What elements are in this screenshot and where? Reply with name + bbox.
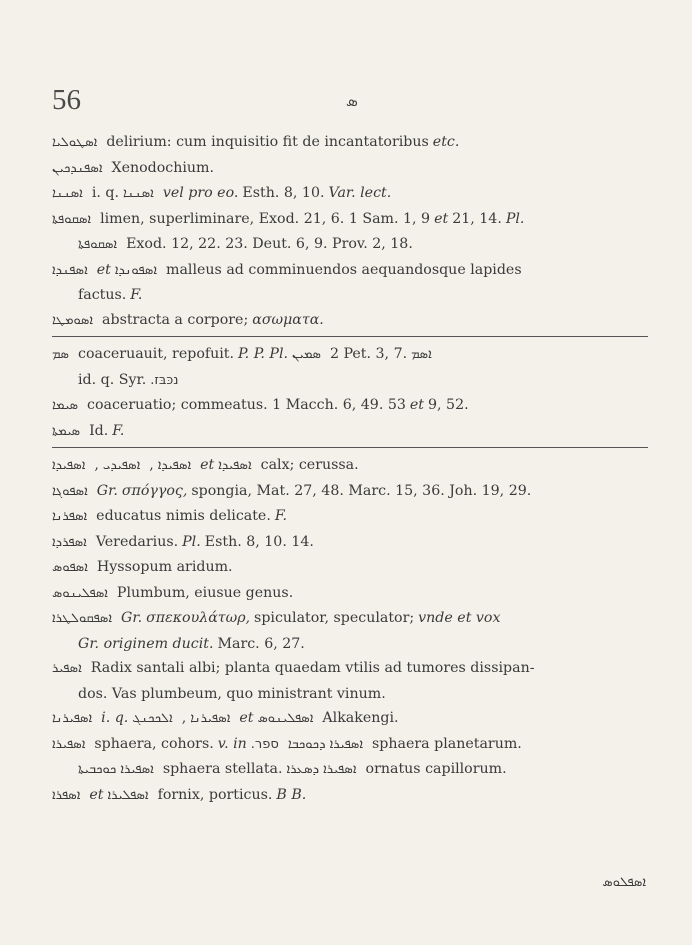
- italic-note: B B.: [276, 786, 307, 803]
- dictionary-entry: [52, 453, 648, 479]
- italic-note: et: [239, 710, 254, 726]
- dictionary-entry: [52, 783, 648, 809]
- syriac-headword: ܐܣܦܝܪܐ ܕܟܘܟܒܐ: [287, 736, 364, 752]
- italic-note: i. q.: [101, 710, 129, 726]
- syriac-headword: ܐܣܦܠܝܢܘܣ: [257, 711, 314, 726]
- latin-gloss: spongia, Mat. 27, 48. Marc. 15, 36. Joh. 19, 29.: [191, 482, 532, 499]
- dictionary-entry: [52, 581, 648, 607]
- dictionary-entry: [52, 479, 648, 505]
- catchword: ܐܣܦܠܘܣ: [602, 875, 646, 890]
- dictionary-entry: [52, 706, 648, 732]
- latin-gloss: dos. Vas plumbeum, quo ministrant vinum.: [78, 685, 386, 702]
- latin-gloss: 2 Pet. 3, 7.: [329, 346, 408, 362]
- syriac-headword: ܐܣܩܘܦܬܐ: [52, 211, 92, 227]
- dictionary-entry: [52, 207, 648, 233]
- latin-gloss: Marc. 6, 27.: [217, 635, 305, 652]
- greek-word: ασωματα.: [252, 311, 324, 328]
- syriac-headword: ܐܣܦܪܐ: [52, 787, 81, 803]
- dictionary-entry: [52, 656, 648, 682]
- latin-gloss: Esth. 8, 10.: [242, 185, 325, 201]
- latin-gloss: ,: [149, 457, 154, 473]
- latin-gloss: sphaera planetarum.: [372, 735, 522, 752]
- latin-gloss: Esth. 8, 10. 14.: [204, 533, 314, 550]
- dictionary-entry: [52, 555, 648, 581]
- latin-gloss: coaceruatio; commeatus. 1 Macch. 6, 49. 53: [87, 397, 406, 413]
- latin-gloss: ornatus capillorum.: [365, 761, 507, 777]
- latin-gloss: sphaera stellata.: [162, 761, 283, 777]
- italic-note: F.: [274, 508, 287, 524]
- section-rule: [52, 447, 648, 448]
- italic-note: F.: [130, 287, 143, 303]
- latin-gloss: 21, 14.: [452, 210, 502, 227]
- italic-note: Var. lect.: [328, 185, 392, 201]
- syriac-headword: ܐܣܦܠܝܢܘܣ: [52, 585, 108, 601]
- syriac-headword: ܐܣܦܝܪܐ ܟܘܟܒܝܬܐ: [78, 762, 154, 777]
- latin-gloss: ,: [181, 710, 187, 726]
- dictionary-entry: [52, 419, 648, 445]
- italic-note: et: [409, 397, 425, 413]
- latin-gloss: delirium: cum inquisitio fit de incantatoribus: [106, 134, 429, 150]
- italic-note: Gr.: [96, 482, 118, 499]
- dictionary-entry: [52, 156, 648, 182]
- syriac-headword: ܐܣܦܪܕܐ: [52, 534, 87, 550]
- syriac-headword: ܐܣܢܢܐ: [52, 186, 83, 201]
- dictionary-entry: [52, 283, 648, 308]
- latin-gloss: Id.: [89, 422, 109, 439]
- italic-note: et: [200, 457, 215, 473]
- dictionary-entry: [52, 606, 648, 632]
- italic-note: Pl.: [182, 533, 201, 550]
- italic-note: et: [89, 786, 104, 803]
- section-rule: [52, 336, 648, 337]
- latin-gloss: educatus nimis delicate.: [96, 508, 271, 524]
- italic-note: F.: [112, 422, 125, 439]
- page-header: [0, 84, 692, 124]
- italic-note: Gr. originem ducit.: [78, 635, 214, 652]
- hebrew-word: נכּבּז.: [150, 372, 179, 388]
- syriac-headword: ܐܣܦܝܕܝ: [102, 458, 141, 473]
- syriac-headword: ܐܣܦܢܕܟܝܢ: [52, 160, 103, 176]
- dictionary-entries: [52, 130, 648, 808]
- italic-note: et: [96, 261, 111, 278]
- syriac-headword: ܐܣܦܘܓܐ: [52, 483, 88, 499]
- italic-note: P. P. Pl.: [238, 346, 288, 362]
- greek-word: σπεκουλάτωρ,: [146, 610, 251, 626]
- latin-gloss: Exod. 12, 22. 23. Deut. 6, 9. Prov. 2, 18.: [126, 236, 413, 252]
- italic-note: et: [434, 210, 449, 227]
- dictionary-entry: [52, 504, 648, 530]
- latin-gloss: Veredarius.: [95, 533, 179, 550]
- syriac-headword: ܐܣܢܢܐ: [122, 186, 154, 201]
- dictionary-entry: [52, 232, 648, 258]
- latin-gloss: id. q. Syr.: [78, 371, 147, 388]
- syriac-headword: ܐܣܦܝܪܐ ܕܣܥܪܐ: [286, 762, 357, 777]
- syriac-headword: ܐܣܦܢܕܐ: [52, 262, 88, 278]
- syriac-headword: ܐܣܦܝܕܐ: [157, 458, 192, 473]
- syriac-headword: ܐܣܦܠܝܪܐ: [107, 787, 149, 803]
- syriac-headword: ܐܣܦܝܪܐ: [52, 736, 86, 752]
- syriac-headword: ܐܣܦܝܪܢܐ: [190, 711, 231, 726]
- italic-note: vel pro eo.: [162, 185, 239, 201]
- greek-word: σπόγγος,: [121, 482, 188, 499]
- dictionary-entry: [52, 258, 648, 284]
- dictionary-entry: [52, 130, 648, 156]
- syriac-headword: ܐܣܘܡܛܐ: [52, 312, 94, 328]
- latin-gloss: ,: [94, 457, 99, 473]
- italic-note: etc.: [432, 134, 460, 150]
- latin-gloss: Plumbum, eiusue genus.: [116, 584, 294, 601]
- syriac-headword: ܐܣܩܘܦܬܐ: [78, 237, 118, 252]
- syriac-headword: ܣܡܝܢ: [292, 347, 321, 362]
- syriac-headword: ܣܡ: [52, 347, 69, 362]
- latin-gloss: i. q.: [91, 185, 119, 201]
- latin-gloss: calx; cerussa.: [260, 457, 359, 473]
- latin-gloss: fornix, porticus.: [157, 786, 273, 803]
- latin-gloss: coaceruauit, repofuit.: [78, 346, 235, 362]
- syriac-headword: ܐܣܦܝܕܐ: [218, 458, 252, 473]
- syriac-headword: ܐܣܦܪܢܐ: [52, 509, 88, 524]
- latin-gloss: Alkakengi.: [322, 710, 399, 726]
- dictionary-entry: [52, 308, 648, 334]
- syriac-headword: ܣܝܡܐ: [52, 398, 79, 413]
- latin-gloss: limen, superliminare, Exod. 21, 6. 1 Sam. 1, 9: [100, 210, 431, 227]
- dictionary-entry: [52, 757, 648, 783]
- syriac-headword: ܣܝܡܬܐ: [52, 423, 81, 439]
- syriac-headword: ܐܣܦܩܘܠܛܪܐ: [52, 611, 113, 626]
- italic-note: vnde et vox: [418, 610, 501, 626]
- syriac-headword: ܐܣܦܘܣ: [52, 560, 88, 575]
- dictionary-entry: [52, 368, 648, 394]
- italic-note: v. in: [217, 735, 247, 752]
- latin-gloss: factus.: [78, 287, 127, 303]
- dictionary-entry: [52, 181, 648, 207]
- latin-gloss: sphaera, cohors.: [94, 735, 214, 752]
- dictionary-entry: [52, 632, 648, 657]
- syriac-headword: ܐܣܦܝܪ: [52, 661, 82, 676]
- dictionary-entry: [52, 393, 648, 419]
- running-head-letter: ܣ: [346, 92, 358, 110]
- latin-gloss: abstracta a corpore;: [102, 311, 249, 328]
- syriac-headword: ܐܣܦܝܕܐ: [52, 458, 86, 473]
- dictionary-entry: [52, 530, 648, 556]
- latin-gloss: Hyssopum aridum.: [96, 559, 233, 575]
- italic-note: Pl.: [505, 210, 525, 227]
- dictionary-entry: [52, 342, 648, 368]
- latin-gloss: spiculator, speculator;: [254, 610, 415, 626]
- syriac-headword: ܐܠܟܟܢܓ: [132, 711, 173, 726]
- syriac-headword: ܐܣܦܘܢܕܐ: [114, 262, 158, 278]
- latin-gloss: Radix santali albi; planta quaedam vtilis ad tumores dissipan-: [90, 660, 535, 676]
- dictionary-entry: [52, 682, 648, 707]
- dictionary-entry: [52, 732, 648, 758]
- syriac-headword: ܐܣܡ: [411, 347, 432, 362]
- page-number: 56: [52, 84, 81, 116]
- syriac-headword: ܐܣܛܘܠܝܐ: [52, 135, 98, 150]
- syriac-headword: ܐܣܦܝܪܢܐ: [52, 711, 93, 726]
- latin-gloss: 9, 52.: [428, 397, 469, 413]
- latin-gloss: Xenodochium.: [111, 159, 214, 176]
- italic-note: Gr.: [121, 610, 143, 626]
- hebrew-word: ספר.: [250, 736, 279, 752]
- latin-gloss: malleus ad comminuendos aequandosque lapides: [166, 261, 522, 278]
